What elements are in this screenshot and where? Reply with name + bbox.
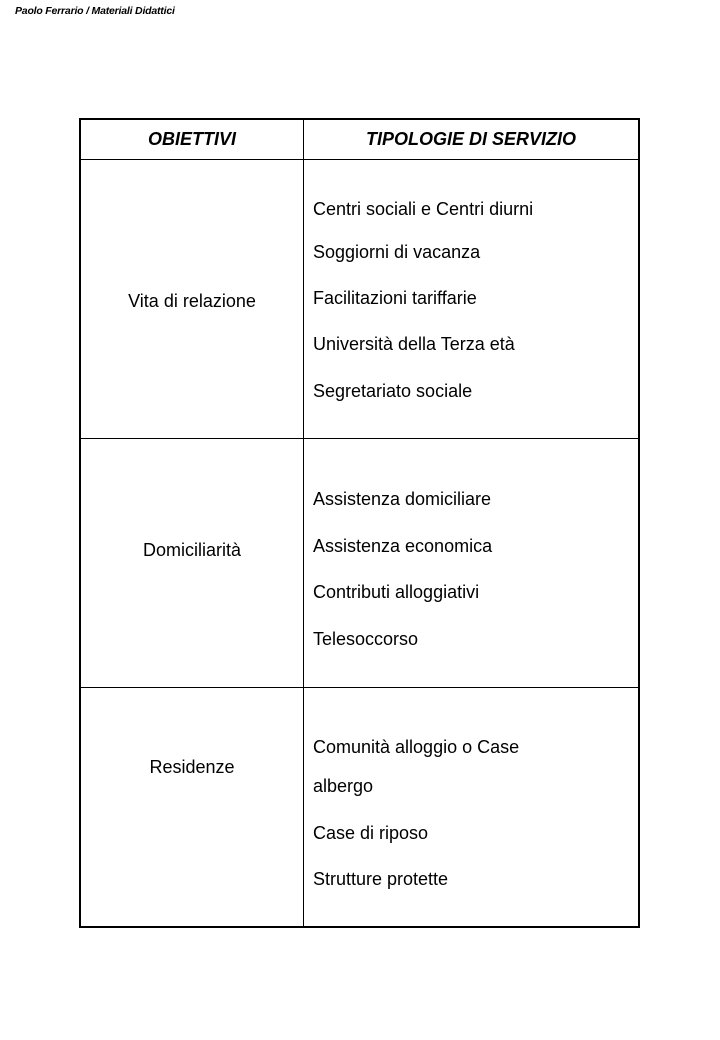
- service-item: Università della Terza età: [313, 334, 515, 354]
- service-item: Telesoccorso: [313, 629, 419, 649]
- row-divider: [81, 438, 638, 439]
- objective-residenze: Residenze: [149, 757, 235, 777]
- header-services: TIPOLOGIE DI SERVIZIO: [365, 129, 577, 149]
- service-item: Segretariato sociale: [313, 381, 473, 401]
- service-item: Facilitazioni tariffarie: [313, 288, 477, 308]
- service-item: Assistenza economica: [313, 536, 493, 556]
- header-objectives: OBIETTIVI: [147, 129, 236, 149]
- column-divider: [303, 120, 304, 926]
- document-header-note: Paolo Ferrario / Materiali Didattici: [15, 5, 175, 17]
- service-item: Soggiorni di vacanza: [313, 242, 481, 262]
- objective-domiciliarita: Domiciliarità: [142, 540, 241, 560]
- service-item: Assistenza domiciliare: [313, 489, 492, 509]
- objective-vita-di-relazione: Vita di relazione: [128, 291, 256, 311]
- service-item: Case di riposo: [313, 823, 429, 843]
- service-item: Comunità alloggio o Case albergo: [313, 737, 520, 796]
- services-table: [79, 118, 640, 928]
- row-divider: [81, 687, 638, 688]
- service-item: Centri sociali e Centri diurni: [313, 199, 534, 219]
- row-divider: [81, 159, 638, 160]
- service-item: Contributi alloggiativi: [313, 582, 480, 602]
- service-item: Strutture protette: [313, 869, 449, 889]
